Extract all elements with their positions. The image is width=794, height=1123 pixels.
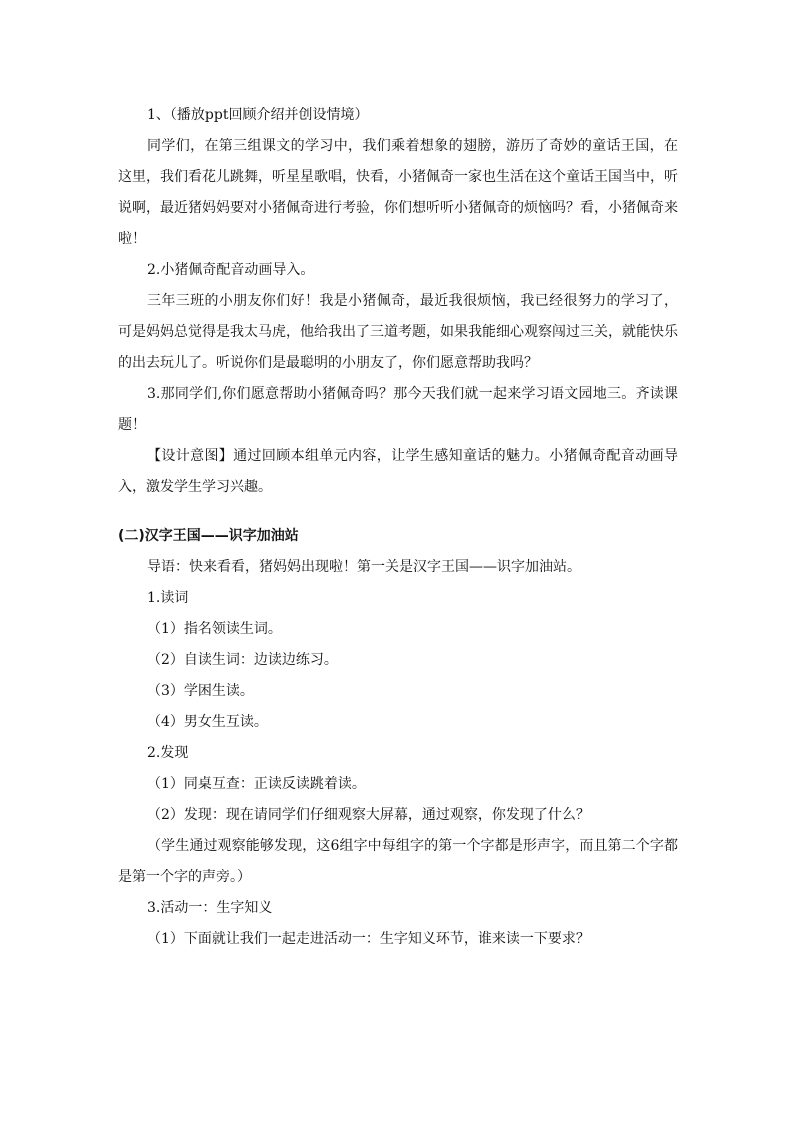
paragraph-lead: 导语：快来看看，猪妈妈出现啦！第一关是汉字王国——识字加油站。 xyxy=(147,559,581,575)
list-item: （2）发现：现在请同学们仔细观察大屏幕，通过观察，你发现了什么？ xyxy=(147,807,590,823)
list-item: （3）学困生读。 xyxy=(147,683,254,699)
paragraph-discover: 2.发现 xyxy=(147,745,189,761)
paragraph-step-3: 3.那同学们,你们愿意帮助小猪佩奇吗？那今天我们就一起来学习语文园地三。齐读课题！ xyxy=(118,386,678,433)
document-body xyxy=(118,100,678,955)
paragraph-step-2: 2.小猪佩奇配音动画导入。 xyxy=(147,262,315,278)
list-item: （1）同桌互查：正读反读跳着读。 xyxy=(147,776,366,792)
paragraph-peppa-speech: 三年三班的小朋友你们好！我是小猪佩奇，最近我很烦恼，我已经很努力的学习了，可是妈妈总觉得是我太马虎，他给我出了三道考题，如果我能细心观察闯过三关，就能快乐的出去玩儿了。听说你们是最聪明的小朋友了，你们愿意帮助我吗？ xyxy=(118,293,678,371)
paragraph-design-intent: 【设计意图】通过回顾本组单元内容，让学生感知童话的魅力。小猪佩奇配音动画导入，激发学生学习兴趣。 xyxy=(118,448,678,495)
list-item: （2）自读生词：边读边练习。 xyxy=(147,652,338,668)
list-item: （1）下面就让我们一起走进活动一：生字知义环节，谁来读一下要求？ xyxy=(147,931,590,947)
section-heading: (二)汉字王国——识字加油站 xyxy=(118,528,299,544)
list-item: （1）指名领读生词。 xyxy=(147,621,282,637)
paragraph-observation-note: （学生通过观察能够发现，这6组字中每组字的第一个字都是形声字，而且第二个字都是第一个字的声旁。） xyxy=(118,838,678,885)
paragraph-intro: 同学们，在第三组课文的学习中，我们乘着想象的翅膀，游历了奇妙的童话王国，在这里，我们看花儿跳舞，听星星歌唱，快看，小猪佩奇一家也生活在这个童话王国当中，听说啊，最近猪妈妈要对小猪佩奇进行考验，你们想听听小猪佩奇的烦恼吗？看，小猪佩奇来啦！ xyxy=(118,138,678,247)
paragraph-read-words: 1.读词 xyxy=(147,590,189,606)
paragraph-activity-one: 3.活动一：生字知义 xyxy=(147,900,273,916)
list-item: （4）男女生互读。 xyxy=(147,714,268,730)
paragraph-step-1: 1、（播放ppt回顾介绍并创设情境） xyxy=(147,107,369,123)
